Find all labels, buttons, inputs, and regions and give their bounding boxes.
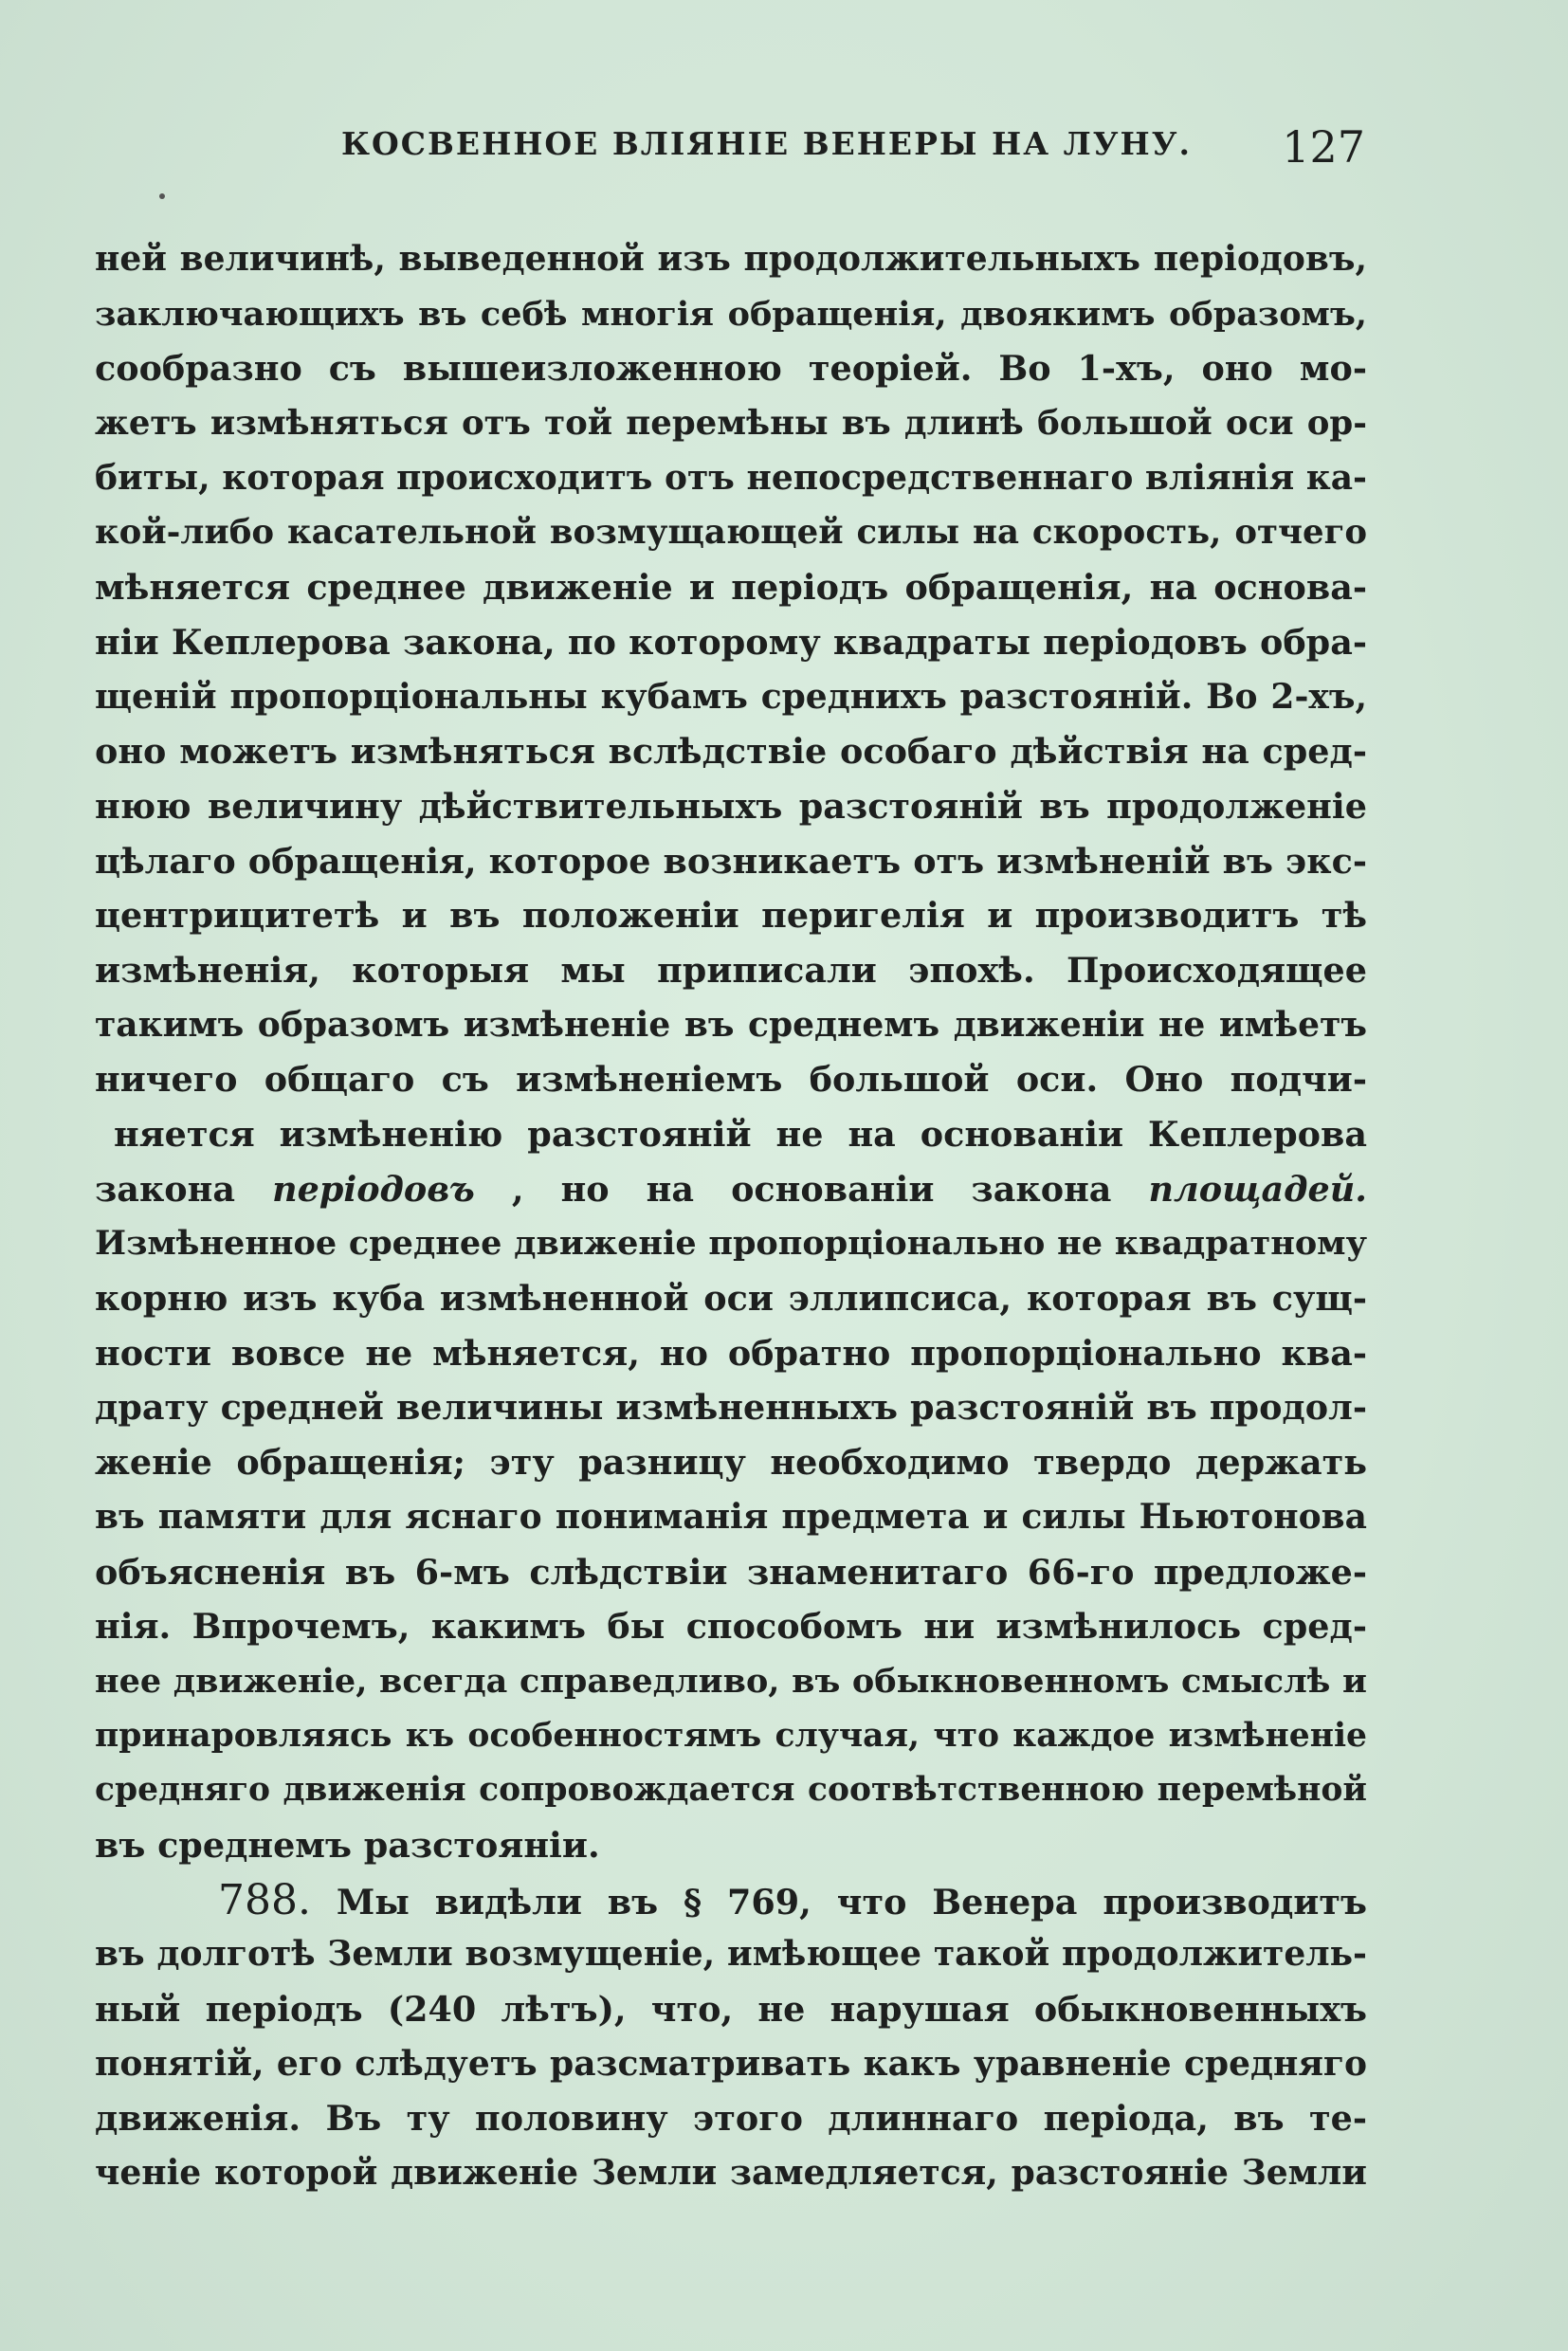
text-line: центрицитетѣ и въ положеніи перигелія и производитъ тѣ [95,895,1367,937]
text-line: заключающихъ въ себѣ многія обращенія, двоякимъ образомъ, [95,294,1367,334]
text-line: биты, которая происходитъ отъ непосредственнаго вліянія ка- [95,457,1367,498]
italic-term-periods: періодовъ [272,1168,475,1210]
text-line: Измѣненное среднее движеніе пропорціонально не квадратному [95,1224,1367,1264]
text-line: няется измѣненію разстояній не на основаніи Кеплерова [114,1114,1367,1155]
text-span: , но на основаніи закона [511,1168,1112,1210]
running-title: КОСВЕННОЕ ВЛІЯНІЕ ВЕНЕРЫ НА ЛУНУ. [341,125,1192,162]
italic-term-areas: площадей. [1148,1168,1367,1210]
text-line: средняго движенія сопровождается соотвѣтственною перемѣной [95,1771,1367,1810]
text-line: ніи Кеплерова закона, по которому квадраты періодовъ обра- [95,621,1367,663]
text-line: нія. Впрочемъ, какимъ бы способомъ ни измѣнилось сред- [95,1606,1367,1648]
text-line: сообразно съ вышеизложенною теоріей. Во 1-хъ, оно мо- [95,348,1367,390]
text-line: женіе обращенія; эту разницу необходимо твердо держать [95,1442,1367,1484]
text-line: объясненія въ 6-мъ слѣдствіи знаменитаго 66-го предложе- [95,1551,1367,1593]
paragraph-number: 788. [218,1875,311,1924]
text-line: корню изъ куба измѣненной оси эллипсиса, которая въ сущ- [95,1278,1367,1320]
text-line: ченіе которой движеніе Земли замедляется, разстояніе Земли [95,2153,1367,2194]
text-line-mixed [95,1162,1367,1217]
text-line: мѣняется среднее движеніе и періодъ обращенія, на основа- [95,567,1367,609]
text-line: нюю величину дѣйствительныхъ разстояній въ продолженіе [95,785,1367,827]
text-line: въ среднемъ разстояніи. [95,1824,600,1866]
page-number: 127 [1282,121,1365,173]
text-line: ный періодъ (240 лѣтъ), что, не нарушая обыкновенныхъ [95,1989,1367,2030]
paper-speck [159,193,165,199]
text-line: ней величинѣ, выведенной изъ продолжительныхъ періодовъ, [95,239,1367,279]
text-line: измѣненія, которыя мы приписали эпохѣ. Происходящее [95,949,1367,991]
text-line: такимъ образомъ измѣненіе въ среднемъ движеніи не имѣетъ [95,1004,1367,1045]
text-line: кой-либо касательной возмущающей силы на скорость, отчего [95,513,1367,553]
body-text [95,232,1367,2201]
paragraph-start [95,1873,1367,1928]
text-line: понятій, его слѣдуетъ разсматривать какъ уравненіе средняго [95,2043,1367,2084]
text-line: движенія. Въ ту половину этого длиннаго періода, въ те- [95,2098,1367,2140]
text-line: драту средней величины измѣненныхъ разстояній въ продол- [95,1387,1367,1429]
text-span: закона [95,1168,236,1210]
text-line: въ памяти для яснаго пониманія предмета и силы Ньютонова [95,1496,1367,1537]
text-line: ности вовсе не мѣняется, но обратно пропорціонально ква- [95,1332,1367,1374]
text-line: оно можетъ измѣняться вслѣдствіе особаго дѣйствія на сред- [95,731,1367,773]
text-line: щеній пропорціональны кубамъ среднихъ разстояній. Во 2-хъ, [95,676,1367,717]
text-line: цѣлаго обращенія, которое возникаетъ отъ измѣненій въ экс- [95,840,1367,882]
text-line: ничего общаго съ измѣненіемъ большой оси. Оно подчи- [95,1059,1367,1101]
text-line: жетъ измѣняться отъ той перемѣны въ длинѣ большой оси ор- [95,404,1367,444]
text-line: принаровляясь къ особенностямъ случая, что каждое измѣненіе [95,1716,1367,1755]
text-span: Мы видѣли въ § 769, что Венера производитъ [336,1881,1367,1923]
text-line: нее движеніе, всегда справедливо, въ обыкновенномъ смыслѣ и [95,1661,1367,1701]
page-header [341,121,1365,182]
text-line: въ долготѣ Земли возмущеніе, имѣющее такой продолжитель- [95,1934,1367,1975]
